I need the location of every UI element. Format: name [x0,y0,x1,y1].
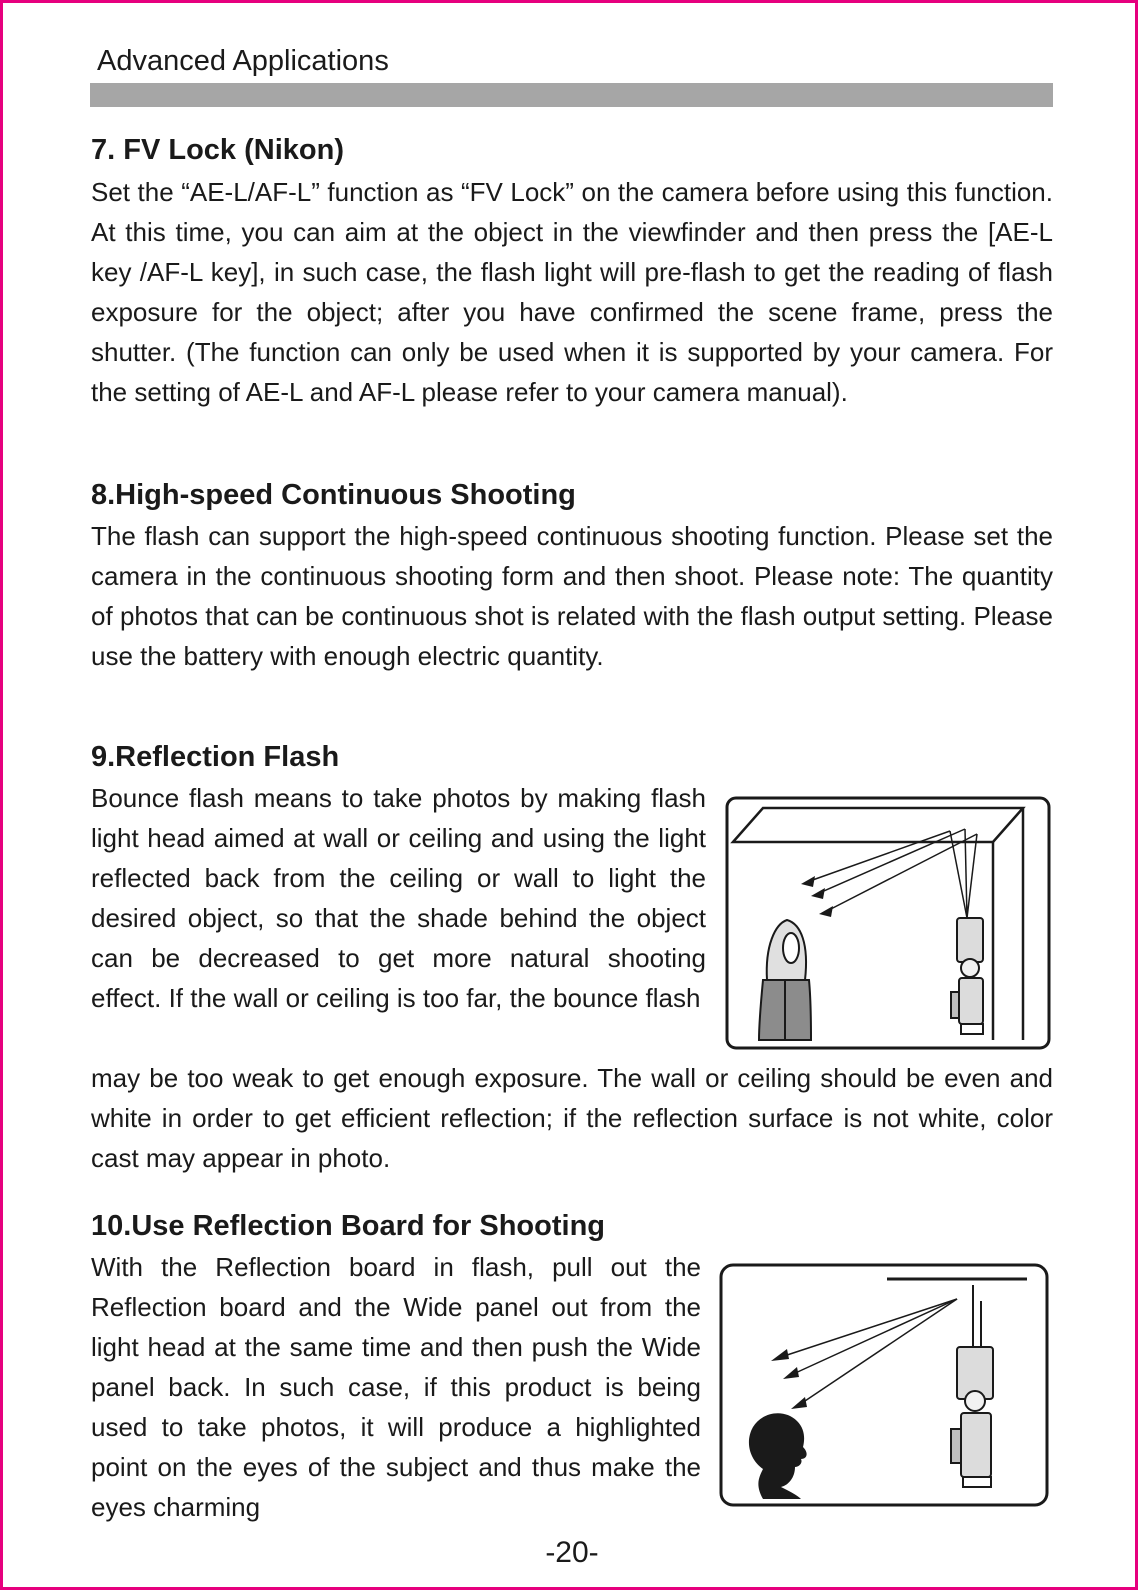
header-divider-bar [90,83,1053,107]
paragraph-fv-lock: Set the “AE-L/AF-L” function as “FV Lock” on the camera before using this function. At this time, you can aim at the object in the viewfinder and then press the [AE-L key /AF-L key], in such case, the flash light will pre-flash to get the reading of flash exposure for the object; after you have confirmed the scene frame, press the shutter. (The function can only be used when it is supported by your camera. For the setting of AE-L and AF-L please refer to your camera manual). [91,177,1053,407]
heading-reflection-flash: 9.Reflection Flash [91,741,340,773]
paragraph-reflection-flash-continued: may be too weak to get enough exposure. The wall or ceiling should be even and white in order to get efficient reflection; if the reflection surface is not white, color cast may appear in photo. [91,1063,1053,1173]
bounce-flash-illustration [725,796,1051,1050]
paragraph-high-speed-continuous: The flash can support the high-speed continuous shooting function. Please set the camera in the continuous shooting form and then shoot. Please note: The quantity of photos that can be continuous shot is related with the flash output setting. Please use the battery with enough electric quantity. [91,521,1053,671]
section-header-label: Advanced Applications [97,45,389,77]
paragraph-reflection-board: With the Reflection board in flash, pull out the Reflection board and the Wide panel out from the light head at the same time and then push the Wide panel back. In such case, if this product is being used to take photos, it will produce a highlighted point on the eyes of the subject and thus make the eyes charming [91,1252,701,1522]
heading-fv-lock: 7. FV Lock (Nikon) [91,134,344,166]
heading-high-speed-continuous: 8.High-speed Continuous Shooting [91,479,576,511]
heading-reflection-board: 10.Use Reflection Board for Shooting [91,1210,605,1242]
reflection-board-illustration [719,1263,1049,1507]
page-number: -20- [545,1536,599,1569]
paragraph-reflection-flash: Bounce flash means to take photos by making flash light head aimed at wall or ceiling and using the light reflected back from the ceiling or wall to light the desired object, so that the shade behind the object can be decreased to get more natural shooting effect. If the wall or ceiling is too far, the bounce flash [91,783,706,1013]
